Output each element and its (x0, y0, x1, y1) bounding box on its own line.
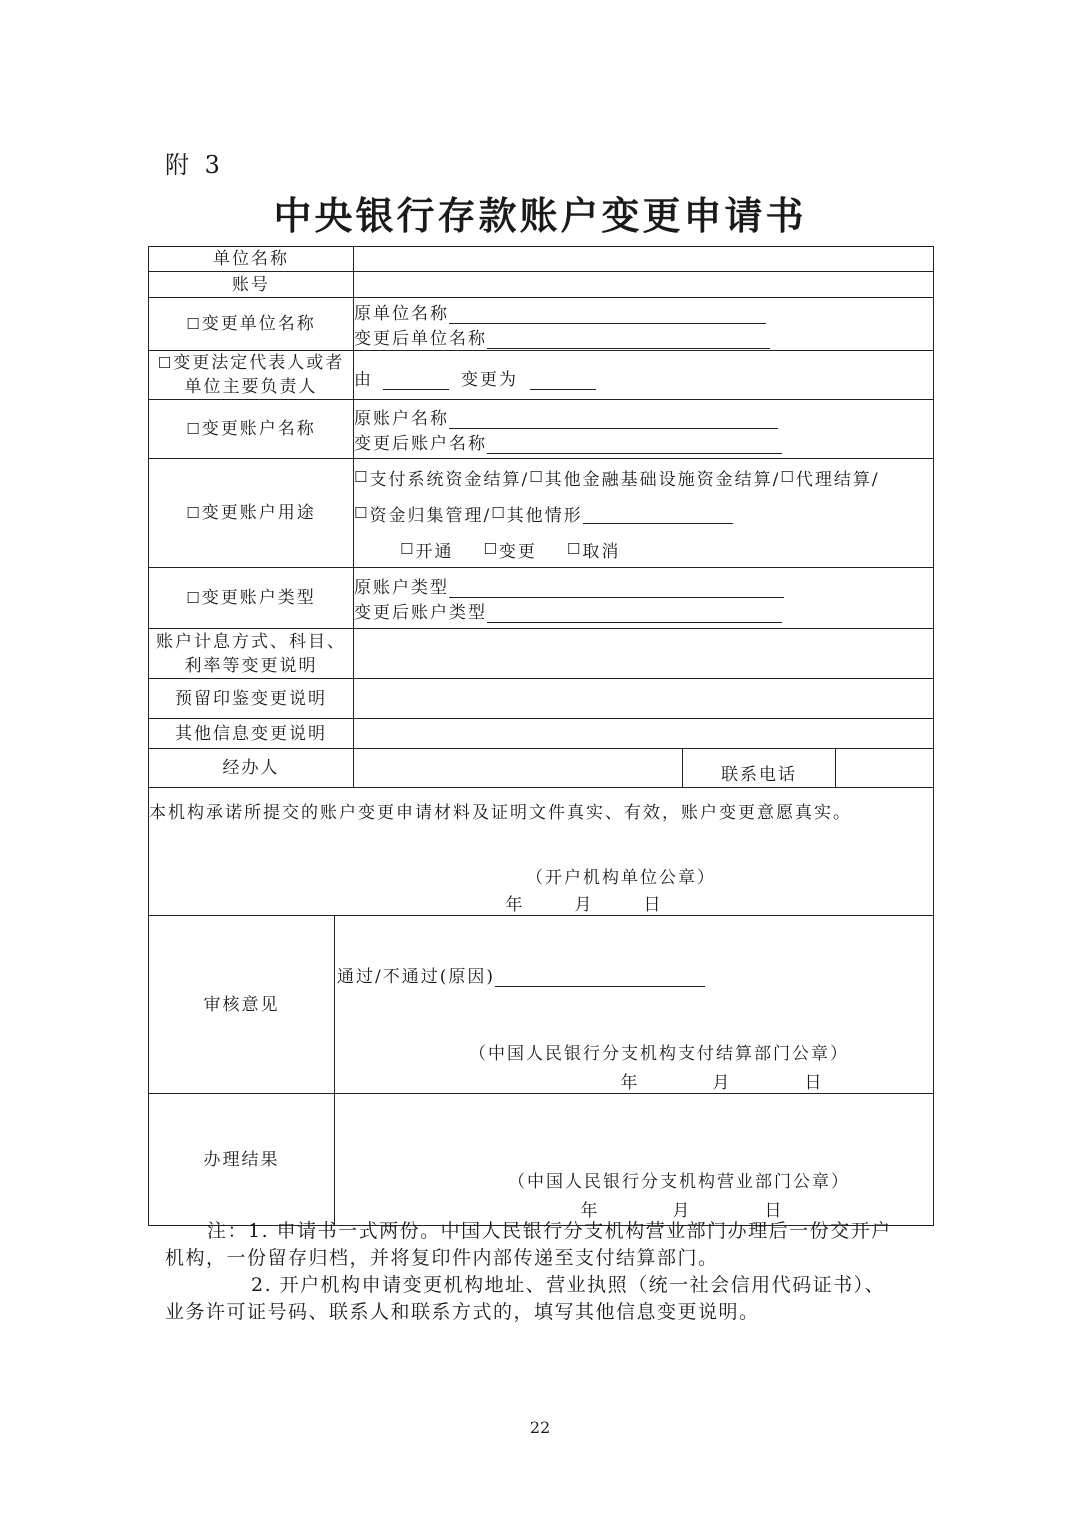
option-other-situation: 其他情形 (506, 505, 583, 526)
commitment-stamp: （开户机构单位公章） (526, 868, 716, 888)
label-change-account-type: 变更账户类型 (201, 588, 316, 608)
note-line-4: 业务许可证号码、联系人和联系方式的，填写其他信息变更说明。 (165, 1301, 760, 1323)
checkbox-cancel[interactable]: ☐ (566, 540, 581, 558)
note-line-3: 2. 开户机构申请变更机构地址、营业执照（统一社会信用代码证书）、 (251, 1274, 886, 1296)
row-result (149, 1094, 934, 1226)
checkbox-other-infrastructure[interactable]: ☐ (529, 468, 543, 486)
checkbox-fund-pooling[interactable]: ☐ (354, 504, 368, 522)
option-modify: 变更 (498, 541, 537, 562)
option-agency-settlement: 代理结算/ (795, 469, 880, 490)
commitment-date: 年 月 日 (505, 895, 667, 915)
label-change-purpose: 变更账户用途 (201, 503, 316, 523)
label-new-account-name: 变更后账户名称 (354, 434, 487, 454)
new-unit-name-field[interactable] (487, 331, 770, 349)
old-account-type-field[interactable] (449, 580, 784, 598)
row-change-purpose (149, 459, 934, 568)
row-unit-name (149, 247, 934, 272)
label-account-no: 账号 (149, 272, 354, 298)
seal-field[interactable] (354, 679, 934, 719)
interest-field[interactable] (354, 629, 934, 679)
row-handler (149, 749, 934, 788)
label-unit-name: 单位名称 (149, 247, 354, 272)
label-old-account-name: 原账户名称 (354, 409, 449, 429)
label-interest-line1: 账户计息方式、科目、 (156, 631, 346, 652)
row-account-no (149, 272, 934, 298)
label-change-account-name: 变更账户名称 (201, 419, 316, 439)
note-line-1: 注：1. 申请书一式两份。中国人民银行分支机构营业部门办理后一份交开户 (207, 1220, 892, 1242)
label-change-rep-line2: 单位主要负责人 (184, 377, 318, 397)
handler-field[interactable] (354, 749, 683, 788)
label-change-to: 变更为 (461, 370, 518, 390)
review-date: 年 月 日 (620, 1073, 828, 1093)
phone-field[interactable] (836, 749, 933, 787)
row-review (149, 916, 934, 1094)
label-seal: 预留印鉴变更说明 (149, 679, 354, 719)
review-reason-field[interactable] (495, 969, 705, 987)
row-change-account-name (149, 400, 934, 459)
review-stamp: （中国人民银行分支机构支付结算部门公章） (469, 1044, 849, 1064)
result-date: 年 月 日 (580, 1201, 788, 1221)
label-change-unit-name: 变更单位名称 (201, 314, 316, 334)
old-unit-name-field[interactable] (449, 306, 766, 324)
label-pass-fail: 通过/不通过(原因) (337, 967, 495, 987)
checkbox-payment-system[interactable]: ☐ (354, 468, 368, 486)
account-no-field[interactable] (354, 272, 934, 298)
appendix-label: 附 3 (165, 151, 224, 179)
label-phone: 联系电话 (683, 749, 836, 787)
row-change-account-type (149, 568, 934, 629)
page-number: 22 (529, 1418, 551, 1437)
label-other-info: 其他信息变更说明 (149, 719, 354, 749)
checkbox-other-situation[interactable]: ☐ (491, 504, 505, 522)
label-result: 办理结果 (149, 1094, 335, 1226)
application-form (148, 246, 934, 1226)
option-cancel: 取消 (582, 541, 621, 562)
row-change-unit-name (149, 298, 934, 351)
new-account-type-field[interactable] (487, 605, 782, 623)
note-line-2: 机构，一份留存归档，并将复印件内部传递至支付结算部门。 (165, 1247, 719, 1269)
result-stamp: （中国人民银行分支机构营业部门公章） (508, 1172, 850, 1192)
label-change-rep-line1: 变更法定代表人或者 (173, 353, 345, 373)
option-enable: 开通 (415, 541, 454, 562)
option-payment-system: 支付系统资金结算/ (369, 469, 530, 490)
checkbox-change-account-type[interactable]: ☐ (186, 589, 200, 607)
checkbox-change-account-name[interactable]: ☐ (186, 420, 200, 438)
other-info-field[interactable] (354, 719, 934, 749)
label-from: 由 (354, 370, 373, 390)
option-fund-pooling: 资金归集管理/ (369, 505, 492, 526)
checkbox-change-purpose[interactable]: ☐ (186, 504, 200, 522)
row-interest (149, 629, 934, 679)
old-account-name-field[interactable] (449, 411, 778, 429)
rep-from-field[interactable] (383, 372, 449, 390)
row-commitment (149, 788, 934, 916)
label-handler: 经办人 (149, 749, 354, 788)
checkbox-enable[interactable]: ☐ (400, 540, 414, 558)
checkbox-modify[interactable]: ☐ (483, 540, 497, 558)
notes (165, 1218, 925, 1326)
row-other-info (149, 719, 934, 749)
rep-to-field[interactable] (530, 372, 596, 390)
checkbox-change-unit-name[interactable]: ☐ (186, 315, 200, 333)
checkbox-agency-settlement[interactable]: ☐ (780, 468, 794, 486)
row-change-representative (149, 351, 934, 400)
option-other-infrastructure: 其他金融基础设施资金结算/ (544, 469, 781, 490)
checkbox-change-representative[interactable]: ☐ (157, 354, 172, 372)
document-title: 中央银行存款账户变更申请书 (273, 194, 807, 238)
other-situation-field[interactable] (583, 506, 733, 524)
label-old-unit-name: 原单位名称 (354, 304, 449, 324)
row-seal (149, 679, 934, 719)
commitment-text: 本机构承诺所提交的账户变更申请材料及证明文件真实、有效，账户变更意愿真实。 (149, 803, 852, 823)
unit-name-field[interactable] (354, 247, 934, 272)
label-new-account-type: 变更后账户类型 (354, 603, 487, 623)
label-old-account-type: 原账户类型 (354, 578, 449, 598)
new-account-name-field[interactable] (487, 436, 782, 454)
label-new-unit-name: 变更后单位名称 (354, 329, 487, 349)
label-interest-line2: 利率等变更说明 (184, 655, 318, 676)
label-review: 审核意见 (149, 916, 335, 1094)
